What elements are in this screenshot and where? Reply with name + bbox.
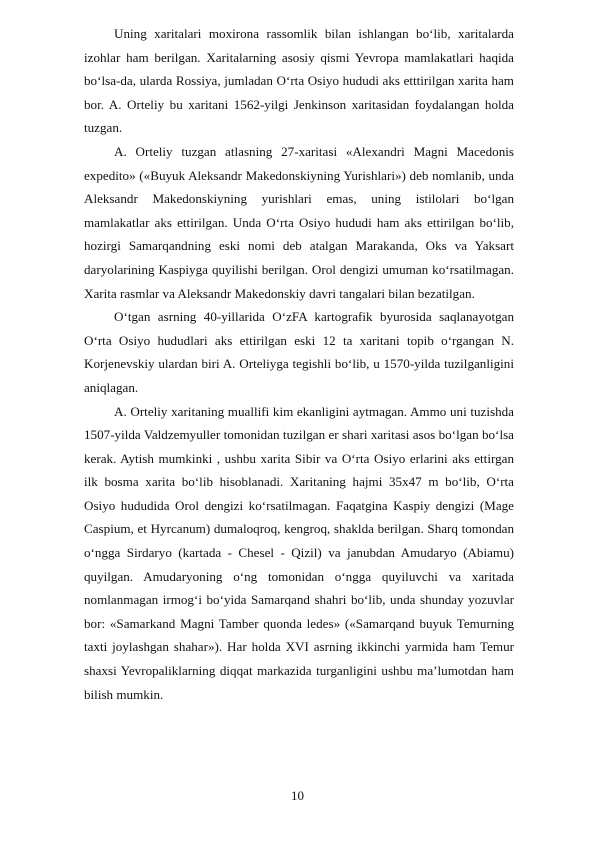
paragraph: Uning xaritalari moxirona rassomlik bilan ishlangan bo‘lib, xaritalarda izohlar ham berilgan. Xaritalarning asosiy qismi Yevropa mamlakatlari haqida bo‘lsa-da, ularda Rossiya, jumladan O‘rta Osiyo hududi aks etttirilgan xarita ham bor. A. Orteliy bu xaritani 1562-yilgi Jenkinson xaritasidan foydalangan holda tuzgan. [84,26,514,136]
paragraph: A. Orteliy tuzgan atlasning 27-xaritasi «Alexandri Magni Macedonis expedito» («Buyuk Aleksandr Makedonskiyning Yurishlari») deb nomlanib, unda Aleksandr Makedonskiyning yurishlari emas, uning istilolari bo‘lgan mamlakatlar aks ettirilgan. Unda O‘rta Osiyo hududi ham aks ettirilgan bo‘lib, hozirgi Samarqandning eski nomi deb atalgan Marakanda, Oks va Yaksart daryolarining Kaspiyga quyilishi berilgan. Orol dengizi umuman ko‘rsatilmagan. Xarita rasmlar va Aleksandr Makedonskiy davri tangalari bilan bezatilgan. [84,143,514,301]
paragraph: A. Orteliy xaritaning muallifi kim ekanligini aytmagan. Ammo uni tuzishda 1507-yilda Valdzemyuller tomonidan tuzilgan er shari xaritasi asos bo‘lgan bo‘lsa kerak. Aytish mumkinki , ushbu xarita Sibir va O‘rta Osiyo erlarini aks ettirgan ilk bosma xarita bo‘lib hisoblanadi. Xaritaning hajmi 35x47 m bo‘lib, O‘rta Osiyo hududida Orol dengizi ko‘rsatilmagan. Faqatgina Kaspiy dengizi (Mage Caspium, et Hyrcanum) dumaloqroq, kengroq, shaklda berilgan. Sharq tomondan o‘ngga Sirdaryo (kartada - Chesel - Qizil) va janubdan Amudaryo (Abiamu) quyilgan. Amudaryoning o‘ng tomonidan o‘ngga quyiluvchi va xaritada nomlanmagan irmog‘i bo‘yida Samarqand shahri bo‘lib, unda shunday yozuvlar bor: «Samarkand Magni Tamber quonda ledes» («Samarqand buyuk Temurning taxti joylashgan shahar»). Har holda XVI asrning ikkinchi yarmida ham Temur shaxsi Yevropaliklarning diqqat markazida turganligini ushbu ma’lumotdan ham bilish mumkin. [84,403,514,702]
document-body [84,22,514,706]
page-number: 10 [291,788,304,803]
paragraph: O‘tgan asrning 40-yillarida O‘zFA kartografik byurosida saqlanayotgan O‘rta Osiyo hududlari aks ettirilgan eski 12 ta xaritani topib o‘rgangan N. Korjenevskiy ulardan biri A. Orteliyga tegishli bo‘lib, u 1570-yilda tuzilganligini aniqlagan. [84,309,514,395]
